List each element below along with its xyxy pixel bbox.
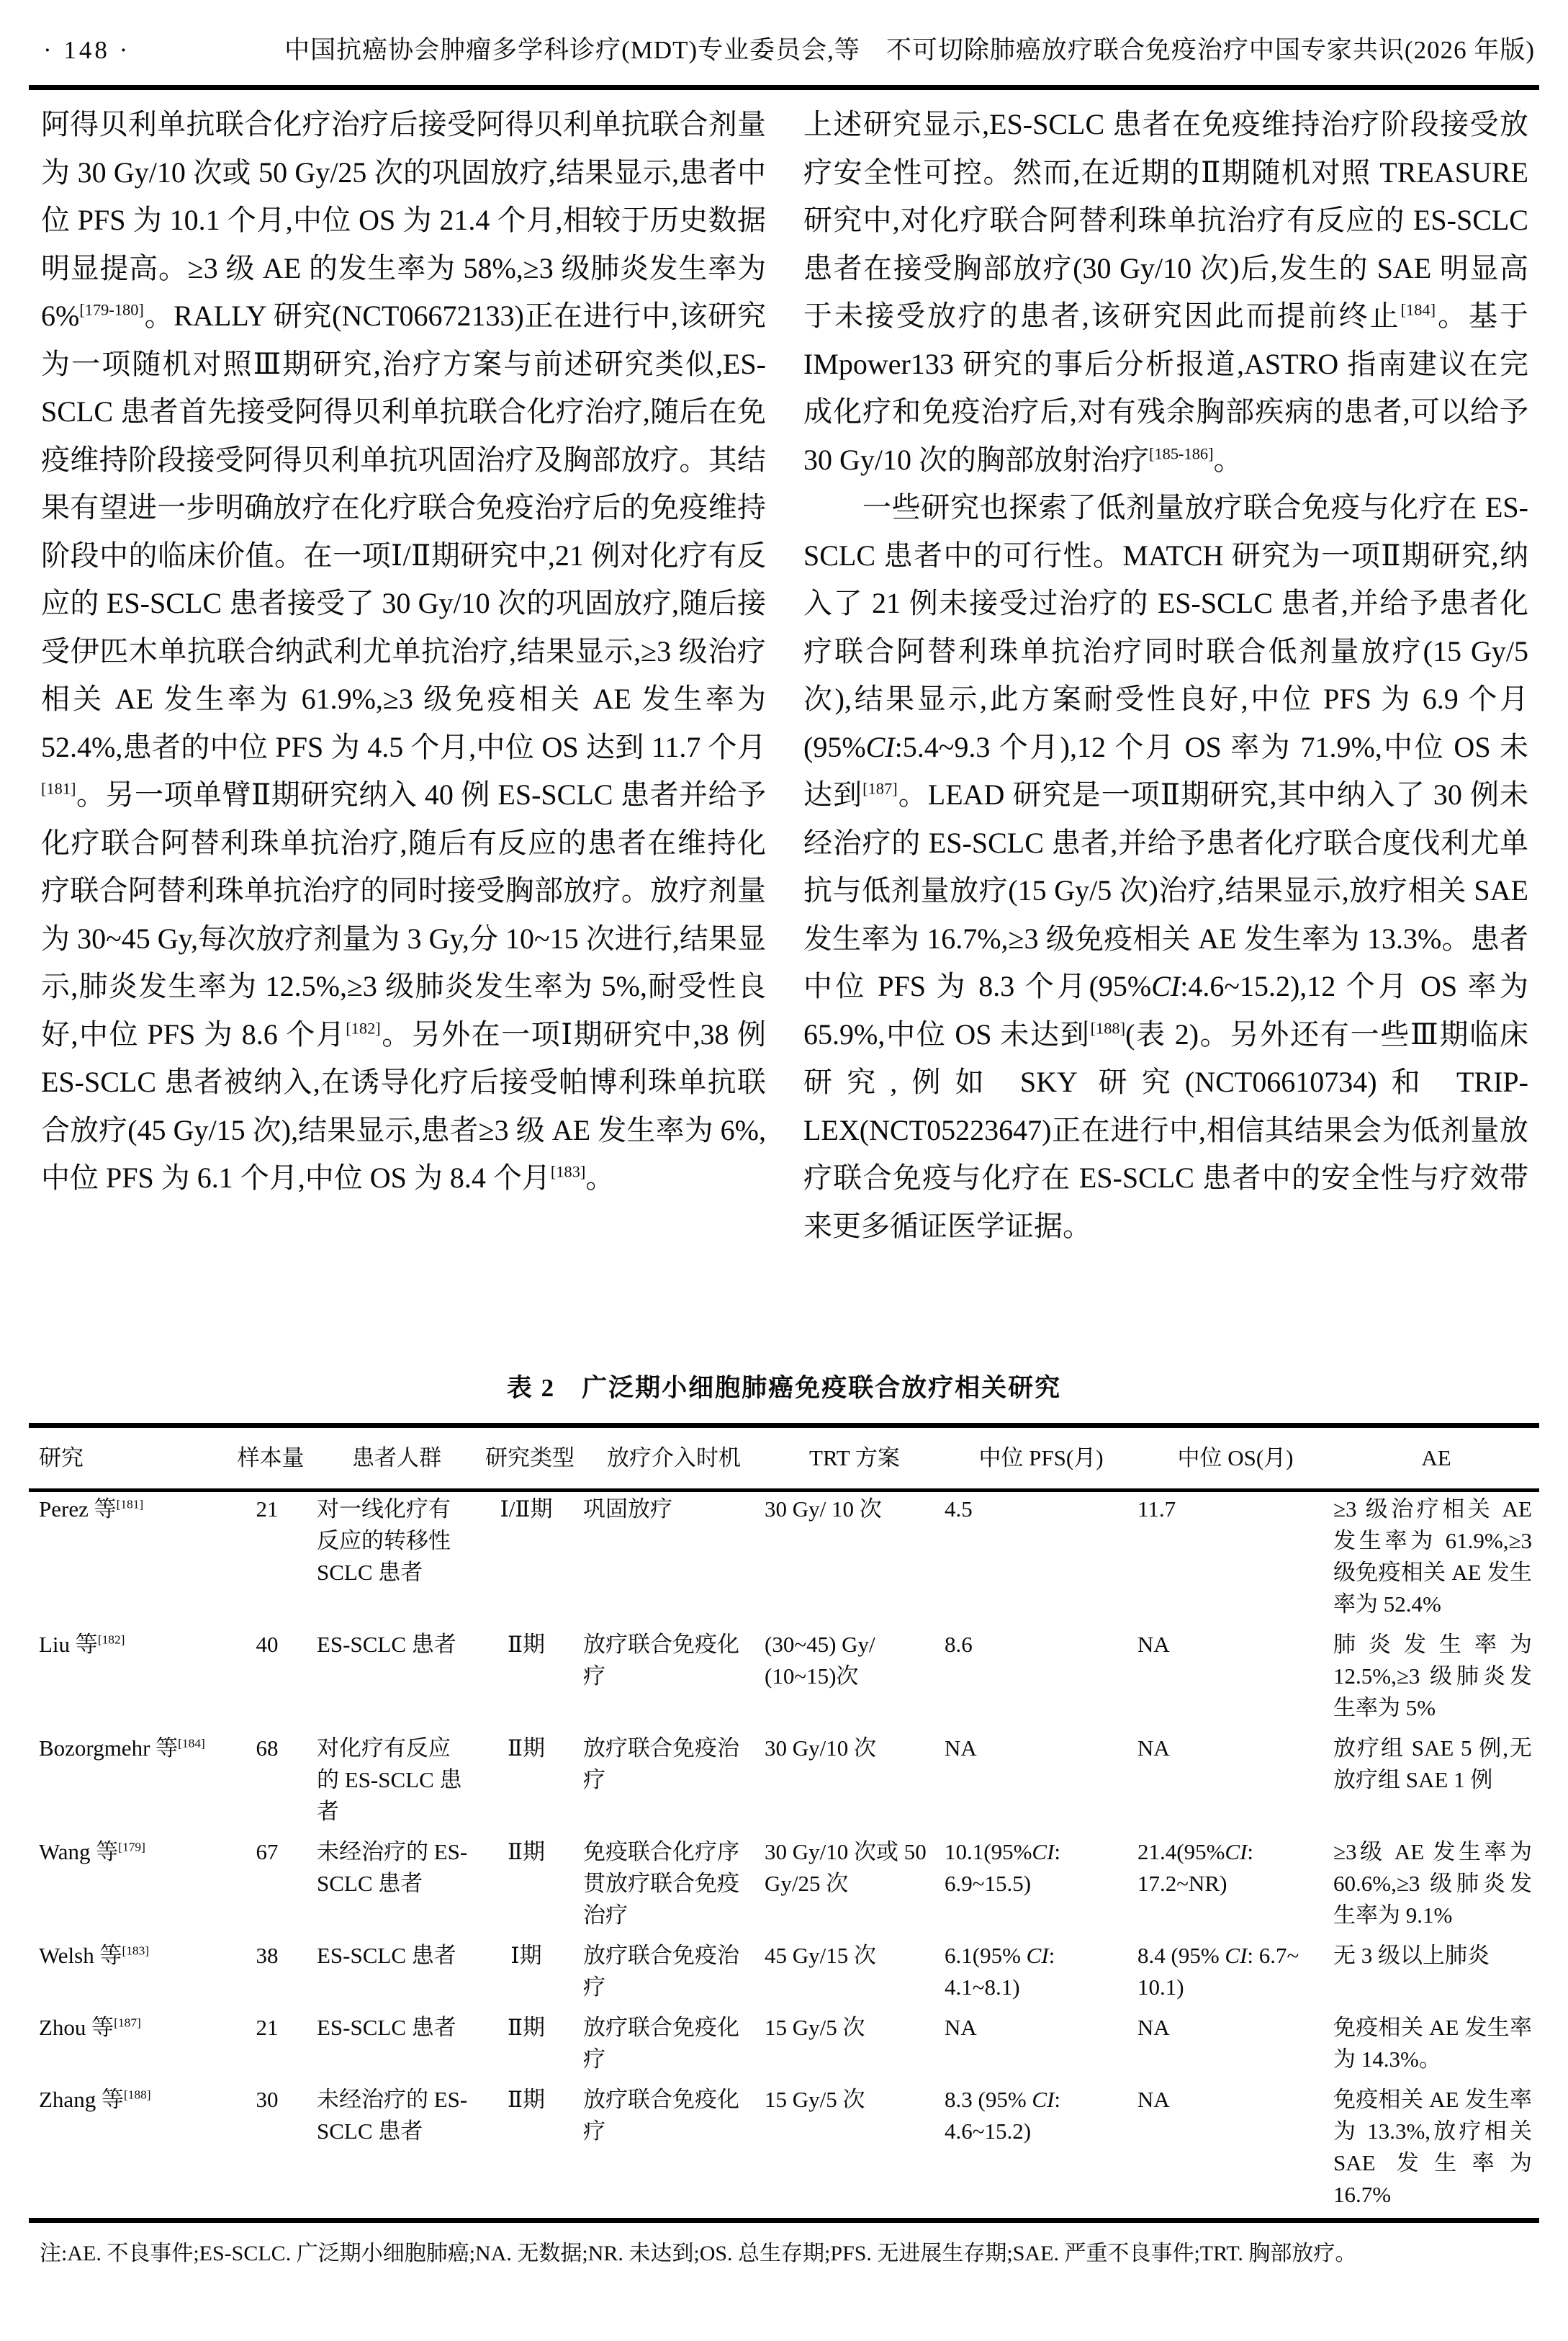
table-cell: 免疫联合化疗序贯放疗联合免疫治疗 [583,1839,739,1928]
table-cell: (30~45) Gy/ (10~15)次 [765,1632,875,1689]
table-row [29,1731,1539,1835]
table-cell: 放疗组 SAE 5 例,无放疗组 SAE 1 例 [1333,1735,1532,1792]
table-cell: 巩固放疗 [583,1496,672,1522]
column-header: AE [1333,1426,1539,1491]
page-number: · 148 · [43,36,131,64]
table-cell: 21 [256,1496,279,1522]
table-cell: NA [945,2015,977,2040]
table-cell: 放疗联合免疫化疗 [583,1632,739,1689]
body-columns [41,101,1528,1250]
table-cell: 68 [256,1735,279,1761]
table-row [29,2010,1539,2082]
column-header: 中位 OS(月) [1137,1426,1333,1491]
table-cell: 肺炎发生率为 12.5%,≥3 级肺炎发生率为 5% [1333,1632,1532,1720]
header-divider [29,85,1539,90]
right-column [803,101,1528,1250]
table-cell: 15 Gy/5 次 [765,2087,865,2112]
table-cell: 免疫相关 AE 发生率为 14.3%。 [1333,2015,1532,2072]
table-cell: 21 [256,2015,279,2040]
table-cell: NA [1137,1735,1170,1761]
table-row [29,1627,1539,1731]
table-cell: 40 [256,1632,279,1657]
table-cell: 8.3 (95% CI: 4.6~15.2) [945,2087,1061,2144]
table-cell: ES-SCLC 患者 [317,2015,456,2040]
table-cell: 45 Gy/15 次 [765,1943,876,1968]
table-cell: 10.1(95%CI: 6.9~15.5) [945,1839,1061,1896]
column-header: 研究 [29,1426,225,1491]
table-cell: 对一线化疗有反应的转移性 SCLC 患者 [317,1496,451,1585]
table-cell: Ⅱ期 [507,1632,546,1657]
table-cell: Bozorgmehr 等[184] [39,1735,205,1761]
table-footnote: 注:AE. 不良事件;ES-SCLC. 广泛期小细胞肺癌;NA. 无数据;NR. 未达到;OS. 总生存期;PFS. 无进展生存期;SAE. 严重不良事件;TRT. 胸部放疗。 [40,2242,1357,2265]
table-cell: Liu 等[182] [39,1632,125,1657]
table-cell: Ⅱ期 [507,2015,546,2040]
table-cell: Zhou 等[187] [39,2015,141,2040]
body-paragraph: 一些研究也探索了低剂量放疗联合免疫与化疗在 ES-SCLC 患者中的可行性。MATCH 研究为一项Ⅱ期研究,纳入了 21 例未接受过治疗的 ES-SCLC 患者,并给予患者化疗联合阿替利珠单抗治疗同时联合低剂量放疗(15 Gy/5 次),结果显示,此方案耐受性良好,中位 PFS 为 6.9 个月(95%CI:5.4~9.3 个月),12 个月 OS 率为 71.9%,中位 OS 未达到[187]。LEAD 研究是一项Ⅱ期研究,其中纳入了 30 例未经治疗的 ES-SCLC 患者,并给予患者化疗联合度伐利尤单抗与低剂量放疗(15 Gy/5 次)治疗,结果显示,放疗相关 SAE 发生率为 16.7%,≥3 级免疫相关 AE 发生率为 13.3%。患者中位 PFS 为 8.3 个月(95%CI:4.6~15.2),12 个月 OS 率为 65.9%,中位 OS 未达到[188](表 2)。另外还有一些Ⅲ期临床研究,例如 SKY 研究(NCT06610734)和 TRIP-LEX(NCT05223647)正在进行中,相信其结果会为低剂量放疗联合免疫与化疗在 ES-SCLC 患者中的安全性与疗效带来更多循证医学证据。 [803,491,1529,1242]
table-cell: 未经治疗的 ES-SCLC 患者 [317,2087,468,2144]
table-cell: Perez 等[181] [39,1496,144,1522]
column-header: 患者人群 [317,1426,477,1491]
table-cell: NA [1137,2087,1170,2112]
table-title: 表 2 广泛期小细胞肺癌免疫联合放疗相关研究 [506,1374,1062,1402]
table-header-row [29,1426,1539,1491]
table-cell: 8.4 (95% CI: 6.7~ 10.1) [1137,1943,1299,2000]
table-cell: Welsh 等[183] [39,1943,150,1968]
column-header: 放疗介入时机 [583,1426,765,1491]
table-cell: 对化疗有反应的 ES-SCLC 患者 [317,1735,462,1824]
table-row [29,1491,1539,1628]
table-cell: 未经治疗的 ES-SCLC 患者 [317,1839,468,1896]
table2 [29,1423,1539,2223]
table-cell: 30 Gy/ 10 次 [765,1496,882,1522]
table-cell: Wang 等[179] [39,1839,145,1864]
body-paragraph: 上述研究显示,ES-SCLC 患者在免疫维持治疗阶段接受放疗安全性可控。然而,在近期的Ⅱ期随机对照 TREASURE 研究中,对化疗联合阿替利珠单抗治疗有反应的 ES-SCLC 患者在接受胸部放疗(30 Gy/10 次)后,发生的 SAE 明显高于未接受放疗的患者,该研究因此而提前终止[184]。基于 IMpower133 研究的事后分析报道,ASTRO 指南建议在完成化疗和免疫治疗后,对有残余胸部疾病的患者,可以给予 30 Gy/10 次的胸部放射治疗[185-186]。 [803,108,1529,476]
table-cell: 67 [256,1839,279,1864]
table-cell: 放疗联合免疫化疗 [583,2015,739,2072]
table-cell: 放疗联合免疫治疗 [583,1735,739,1792]
table-cell: 30 [256,2087,279,2112]
table-cell: Ⅰ期 [510,1943,542,1968]
table-cell: 放疗联合免疫治疗 [583,1943,739,2000]
table-cell: Zhang 等[188] [39,2087,151,2112]
table-cell: 无 3 级以上肺炎 [1333,1943,1490,1968]
table-cell: 8.6 [945,1632,973,1657]
table-cell: NA [945,1735,977,1761]
table-cell: Ⅱ期 [507,2087,546,2112]
table-cell: 21.4(95%CI: 17.2~NR) [1137,1839,1254,1896]
column-header: 中位 PFS(月) [945,1426,1137,1491]
table-cell: 放疗联合免疫化疗 [583,2087,739,2144]
table-cell: 免疫相关 AE 发生率为 13.3%,放疗相关 SAE 发生率为 16.7% [1333,2087,1532,2207]
running-head-title: 中国抗癌协会肿瘤多学科诊疗(MDT)专业委员会,等 不可切除肺癌放疗联合免疫治疗中国专家共识(2026 年版) [284,36,1535,64]
table-cell: 4.5 [945,1496,973,1522]
column-header: 研究类型 [477,1426,583,1491]
table-cell: ES-SCLC 患者 [317,1943,456,1968]
table-row [29,1938,1539,2010]
table-row [29,2082,1539,2221]
table-cell: Ⅰ/Ⅱ期 [500,1496,553,1522]
body-paragraph: 阿得贝利单抗联合化疗治疗后接受阿得贝利单抗联合剂量为 30 Gy/10 次或 50 Gy/25 次的巩固放疗,结果显示,患者中位 PFS 为 10.1 个月,中位 OS 为 21.4 个月,相较于历史数据明显提高。≥3 级 AE 的发生率为 58%,≥3 级肺炎发生率为 6%[179-180]。RALLY 研究(NCT06672133)正在进行中,该研究为一项随机对照Ⅲ期研究,治疗方案与前述研究类似,ES-SCLC 患者首先接受阿得贝利单抗联合化疗治疗,随后在免疫维持阶段接受阿得贝利单抗巩固治疗及胸部放疗。其结果有望进一步明确放疗在化疗联合免疫治疗后的免疫维持阶段中的临床价值。在一项Ⅰ/Ⅱ期研究中,21 例对化疗有反应的 ES-SCLC 患者接受了 30 Gy/10 次的巩固放疗,随后接受伊匹木单抗联合纳武利尤单抗治疗,结果显示,≥3 级治疗相关 AE 发生率为 61.9%,≥3 级免疫相关 AE 发生率为 52.4%,患者的中位 PFS 为 4.5 个月,中位 OS 达到 11.7 个月[181]。另一项单臂Ⅱ期研究纳入 40 例 ES-SCLC 患者并给予化疗联合阿替利珠单抗治疗,随后有反应的患者在维持化疗联合阿替利珠单抗治疗的同时接受胸部放疗。放疗剂量为 30~45 Gy,每次放疗剂量为 3 Gy,分 10~15 次进行,结果显示,肺炎发生率为 12.5%,≥3 级肺炎发生率为 5%,耐受性良好,中位 PFS 为 8.6 个月[182]。另外在一项Ⅰ期研究中,38 例 ES-SCLC 患者被纳入,在诱导化疗后接受帕博利珠单抗联合放疗(45 Gy/15 次),结果显示,患者≥3 级 AE 发生率为 6%,中位 PFS 为 6.1 个月,中位 OS 为 8.4 个月[183]。 [41,108,766,1194]
table-cell: NA [1137,1632,1170,1657]
table-cell: Ⅱ期 [507,1839,546,1864]
table-cell: 30 Gy/10 次或 50 Gy/25 次 [765,1839,927,1896]
running-head [43,30,1535,66]
column-header: 样本量 [225,1426,317,1491]
table2-block [29,1372,1539,2269]
table-cell: ≥3 级治疗相关 AE 发生率为 61.9%,≥3 级免疫相关 AE 发生率为 52.4% [1333,1496,1532,1617]
table-cell: Ⅱ期 [507,1735,546,1761]
table-cell: NA [1137,2015,1170,2040]
left-column [41,101,766,1250]
table-cell: ES-SCLC 患者 [317,1632,456,1657]
table-cell: 11.7 [1137,1496,1176,1522]
table-row [29,1835,1539,1938]
table-cell: 30 Gy/10 次 [765,1735,876,1761]
column-header: TRT 方案 [765,1426,945,1491]
table-cell: 15 Gy/5 次 [765,2015,865,2040]
table-cell: ≥3级 AE 发生率为 60.6%,≥3 级肺炎发生率为 9.1% [1333,1839,1532,1928]
table-cell: 6.1(95% CI: 4.1~8.1) [945,1943,1055,2000]
table-cell: 38 [256,1943,279,1968]
